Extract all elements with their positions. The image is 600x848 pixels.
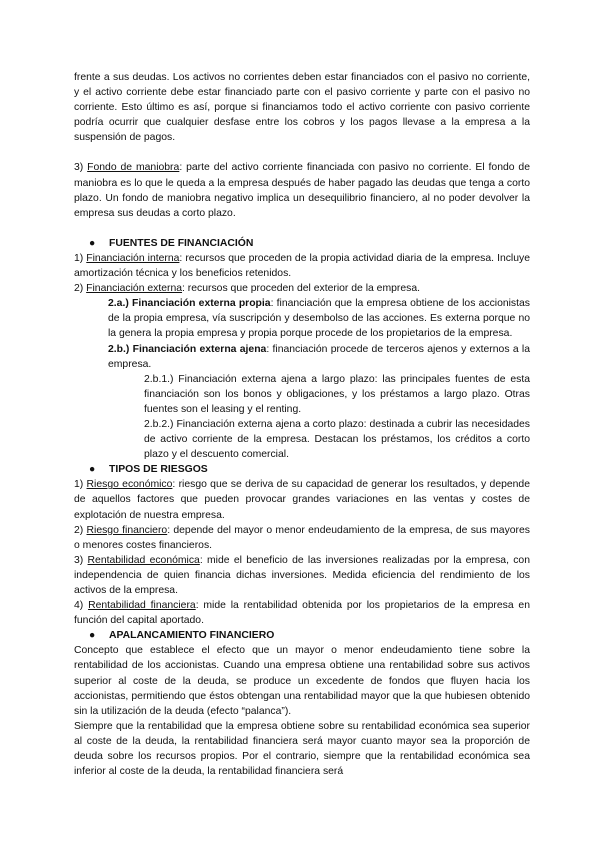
fondo-text: : parte del activo corriente financiada con pasivo no corriente. El fondo de maniobra es lo que le queda a la empresa después de haber pagado las deudas que tenga a corto plazo. Un fondo de maniobra negativo implica un desequilibrio financiero, al no poder devolver la empresa sus deudas a corto plazo. bbox=[74, 162, 530, 219]
fondo-maniobra-paragraph bbox=[74, 160, 530, 220]
externa-term: Financiación externa bbox=[86, 283, 183, 295]
riesgo-financiero-item bbox=[74, 523, 530, 553]
interna-text: : recursos que proceden de la propia actividad diaria de la empresa. Incluye amortización técnica y los beneficios retenidos. bbox=[74, 252, 530, 280]
fondo-term: Fondo de maniobra bbox=[87, 162, 180, 174]
ajena-largo-plazo-item: 2.b.1.) Financiación externa ajena a largo plazo: las principales fuentes de esta financiación son los bonos y obligaciones, y los préstamos a largo plazo. Otras fuentes son el leasing y el renting. bbox=[144, 373, 530, 415]
riesgos-heading bbox=[74, 462, 530, 477]
riesgo-economico-item bbox=[74, 477, 530, 522]
item-number: 2) bbox=[74, 283, 87, 295]
riesgo-economico-term: Riesgo económico bbox=[86, 479, 173, 491]
riesgo-financiero-term: Riesgo financiero bbox=[86, 524, 168, 536]
fuentes-heading bbox=[74, 236, 530, 251]
fondo-number: 3) bbox=[74, 162, 88, 174]
bullet-icon: ● bbox=[89, 464, 96, 476]
apalancamiento-heading bbox=[74, 628, 530, 643]
rentabilidad-financiera-term: Rentabilidad financiera bbox=[88, 600, 196, 612]
item-number: 4) bbox=[74, 600, 89, 612]
page-content bbox=[74, 70, 530, 779]
bullet-icon: ● bbox=[89, 630, 96, 642]
apalancamiento-paragraph-1: Concepto que establece el efecto que un mayor o menor endeudamiento tiene sobre la rentabilidad de los accionistas. Cuando una empresa obtiene una rentabilidad sobre sus activos superior al coste de la deuda, se produce un excedente de fondos que fluyen hacia los accionistas, permitiendo que éstos obtengan una rentabilidad mayor que la que hubiesen obtenido sin la utilización de la deuda (efecto “palanca”). bbox=[74, 645, 530, 717]
apalancamiento-paragraph-2: Siempre que la rentabilidad que la empresa obtiene sobre su rentabilidad económica sea superior al coste de la deuda, la rentabilidad financiera será mayor cuanto mayor sea la proporción de deuda sobre los recursos propios. Por el contrario, siempre que la rentabilidad económica sea inferior al coste de la deuda, la rentabilidad financiera será bbox=[74, 720, 530, 778]
ajena-label: 2.b.) Financiación externa ajena bbox=[108, 343, 267, 355]
riesgos-title: TIPOS DE RIESGOS bbox=[109, 464, 208, 476]
item-number: 1) bbox=[74, 252, 87, 264]
item-number: 3) bbox=[74, 554, 88, 566]
ajena-text: : financiación procede de terceros ajenos y externos a la empresa. bbox=[108, 343, 530, 370]
rentabilidad-economica-text: : mide el beneficio de las inversiones realizadas por la empresa, con independencia de quien financia dichas inversiones. Medida eficiencia del rendimiento de los activos de la empresa. bbox=[74, 554, 530, 596]
riesgo-financiero-text: : depende del mayor o menor endeudamiento de la empresa, de sus mayores o menores costes financieros. bbox=[74, 524, 530, 551]
item-number: 2) bbox=[74, 524, 87, 536]
rentabilidad-economica-term: Rentabilidad económica bbox=[87, 554, 200, 566]
item-number: 1) bbox=[74, 479, 87, 491]
rentabilidad-economica-item bbox=[74, 553, 530, 598]
financiacion-externa-item bbox=[74, 281, 530, 296]
rentabilidad-financiera-item bbox=[74, 598, 530, 628]
propia-text: : financiación que la empresa obtiene de los accionistas de la propia empresa, vía suscripción y desembolso de las acciones. Es externa porque no la genera la propia empresa y propia porque procede de los propietarios de la empresa. bbox=[108, 298, 530, 340]
apalancamiento-title: APALANCAMIENTO FINANCIERO bbox=[109, 630, 275, 642]
externa-propia-item bbox=[74, 296, 530, 341]
ajena-corto-plazo-item: 2.b.2.) Financiación externa ajena a corto plazo: destinada a cubrir las necesidades de activo corriente de la empresa. Destacan los préstamos, los créditos a corto plazo y el descuento comercial. bbox=[144, 418, 530, 461]
intro-paragraph: frente a sus deudas. Los activos no corrientes deben estar financiados con el pasivo no corriente, y el activo corriente debe estar financiado parte con el pasivo corriente y parte con el pasivo no corriente. Esto último es así, porque si financiamos todo el activo corriente con pasivo corriente podría ocurrir que cualquier desfase entre los cobros y los pagos llevase a la empresa a la suspensión de pagos. bbox=[74, 72, 530, 144]
externa-ajena-item bbox=[74, 342, 530, 372]
fuentes-title: FUENTES DE FINANCIACIÓN bbox=[109, 237, 254, 249]
riesgo-economico-text: : riesgo que se deriva de su capacidad de generar los resultados, y depende de aquellos factores que pueden provocar grandes variaciones en las ventas y costes de explotación de nuestra empresa. bbox=[74, 479, 530, 521]
interna-term: Financiación interna bbox=[86, 252, 180, 264]
rentabilidad-financiera-text: : mide la rentabilidad obtenida por los propietarios de la empresa en función del capital aportado. bbox=[74, 600, 530, 627]
externa-text: : recursos que proceden del exterior de la empresa. bbox=[182, 283, 420, 295]
propia-label: 2.a.) Financiación externa propia bbox=[108, 298, 271, 310]
financiacion-interna-item bbox=[74, 251, 530, 281]
bullet-icon: ● bbox=[89, 237, 96, 249]
